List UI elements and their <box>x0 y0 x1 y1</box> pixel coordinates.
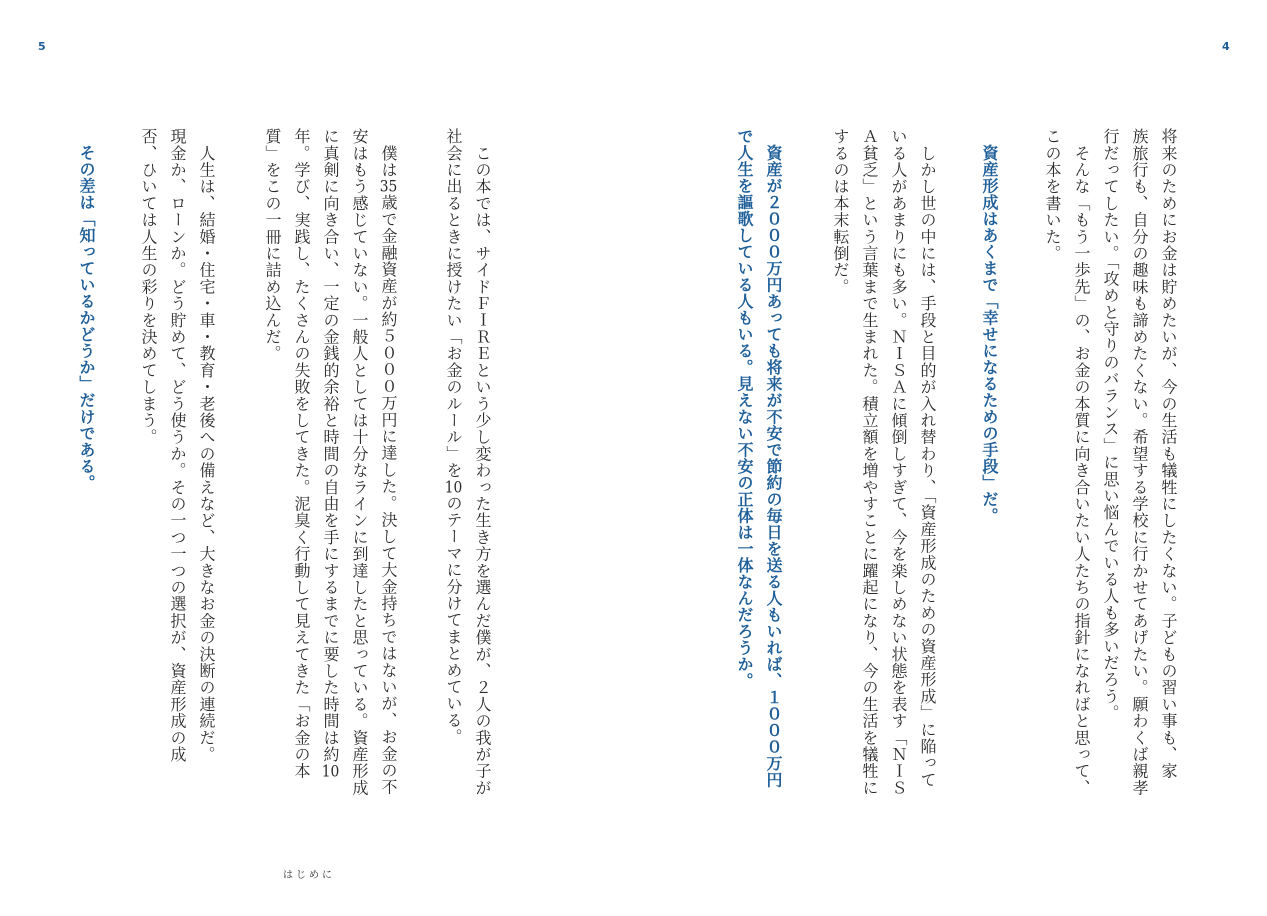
text-line: Ａ貧乏」という言葉まで生まれた。積立額を増やすことに躍起になり、今の生活を犠牲に <box>860 128 879 796</box>
text-line: するのは本末転倒だ。 <box>831 128 850 295</box>
emphasis-line: 資産が２０００万円あっても将来が不安で節約の毎日を送る人もいれば、１０００万円 <box>764 128 783 788</box>
text-line: 否、ひいては人生の彩りを決めてしまう。 <box>139 128 158 446</box>
page-number-right: 4 <box>1222 40 1230 53</box>
text-line: 将来のためにお金は貯めたいが、今の生活も犠牲にしたくない。子どもの習い事も、家 <box>1159 128 1178 780</box>
text-line: そんな「もう一歩先」の、お金の本質に向き合いたい人たちの指針になればと思って、 <box>1072 128 1091 796</box>
text-line: に真剣に向き合い、一定の金銭的余裕と時間の自由を手にするまでに要した時間は約10 <box>321 128 340 779</box>
text-line: 現金か、ローンか。どう貯めて、どう使うか。その一つ一つの選択が、資産形成の成 <box>168 128 187 763</box>
text-line: 年。学び、実践し、たくさんの失敗をしてきた。泥臭く行動して見えてきた「お金の本 <box>292 128 311 780</box>
text-line: 僕は35歳で金融資産が約５０００万円に達した。決して大金持ちではないが、お金の不 <box>379 128 398 796</box>
emphasis-line: で人生を謳歌している人もいる。見えない不安の正体は一体なんだろうか。 <box>735 128 754 689</box>
chapter-footer: はじめに <box>283 870 335 881</box>
text-line: 質」をこの一冊に詰め込んだ。 <box>263 128 282 362</box>
page-number-left: 5 <box>38 40 46 53</box>
text-line: いる人があまりにも多い。ＮＩＳＡに傾倒しすぎて、今を楽しめない状態を表す「ＮＩＳ <box>889 128 908 796</box>
text-line: 族旅行も、自分の趣味も諦めたくない。希望する学校に行かせてあげたい。願わくば親孝 <box>1130 128 1149 796</box>
text-line: しかし世の中には、手段と目的が入れ替わり、「資産形成のための資産形成」に陥って <box>918 128 937 788</box>
text-line: この本では、サイドＦＩＲＥという少し変わった生き方を選んだ僕が、２人の我が子が <box>473 128 492 797</box>
text-line: 安はもう感じていない。一般人としては十分なラインに到達したと思っている。資産形成 <box>350 128 369 796</box>
text-line: この本を書いた。 <box>1043 128 1062 262</box>
text-line: 社会に出るときに授けたい「お金のルール」を10のテーマに分けてまとめている。 <box>444 128 463 746</box>
text-line: 行だってしたい。「攻めと守りのバランス」に思い悩んでいる人も多いだろう。 <box>1101 128 1120 722</box>
text-line: 人生は、結婚・住宅・車・教育・老後への備えなど、大きなお金の決断の連続だ。 <box>197 128 216 763</box>
emphasis-line: 資産形成はあくまで「幸せになるための手段」だ。 <box>980 128 999 524</box>
emphasis-line: その差は「知っているかどうか」だけである。 <box>77 128 96 491</box>
